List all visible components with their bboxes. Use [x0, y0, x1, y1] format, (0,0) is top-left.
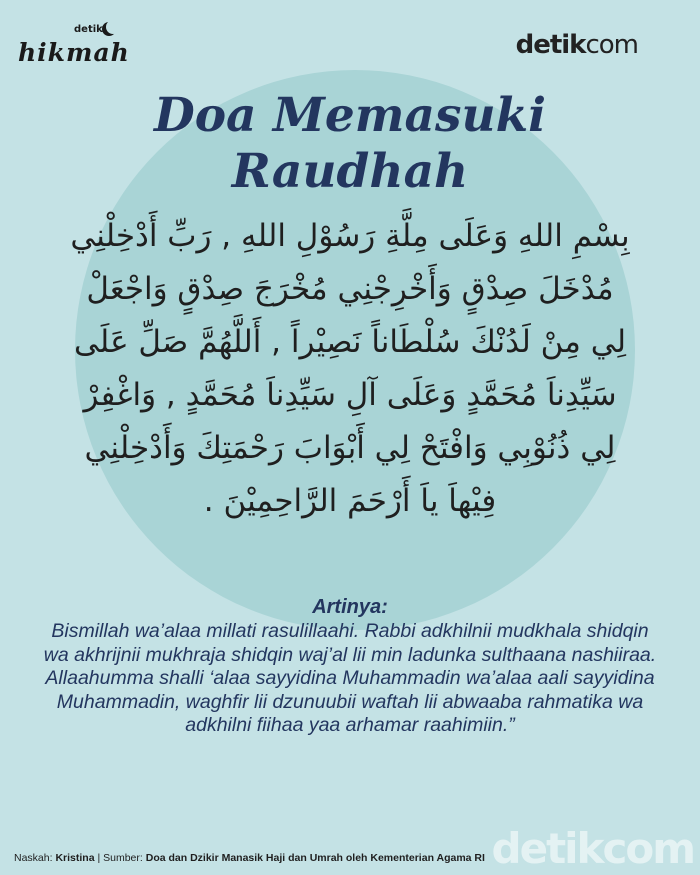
title-line-2: Raudhah	[231, 144, 469, 199]
arabic-prayer-text	[38, 210, 662, 528]
detikcom-logo-main: detik	[515, 30, 586, 60]
detikcom-logo[interactable]	[516, 30, 638, 60]
arabic-line: سَيِّدِناَ مُحَمَّدٍ وَعَلَى آلِ سَيِّدِناَ مُحَمَّدٍ , وَاغْفِرْ	[83, 377, 617, 413]
detikcom-logo-suffix: com	[585, 30, 638, 60]
logo-small-text: detik	[74, 24, 103, 35]
logo-hikmah-text: hikmah	[18, 38, 130, 67]
arabic-line: مُدْخَلَ صِدْقٍ وَأَخْرِجْنِي مُخْرَجَ صِدْقٍ وَاجْعَلْ	[86, 271, 614, 307]
arabic-line: بِسْمِ اللهِ وَعَلَى مِلَّةِ رَسُوْلِ اللهِ , رَبِّ أَدْخِلْنِي	[70, 218, 630, 254]
page-title	[0, 88, 700, 200]
sumber-label: Sumber:	[103, 852, 143, 864]
credits-footer	[14, 852, 485, 864]
detik-hikmah-logo[interactable]	[18, 20, 138, 72]
naskah-label: Naskah:	[14, 852, 53, 864]
translation-heading: Artinya:	[312, 596, 388, 618]
footer-separator: |	[97, 852, 101, 864]
arabic-line: لِي مِنْ لَدُنْكَ سُلْطَاناً نَصِيْراً , أَللَّهُمَّ صَلِّ عَلَى	[73, 324, 627, 360]
detikcom-watermark: detikcom	[491, 824, 694, 873]
arabic-line: فِيْهاَ ياَ أَرْحَمَ الرَّاحِمِيْنَ .	[203, 483, 497, 519]
crescent-moon-icon	[106, 20, 120, 34]
sumber-value: Doa dan Dzikir Manasik Haji dan Umrah oleh Kementerian Agama RI	[145, 852, 485, 864]
translation-text: Bismillah wa’alaa millati rasulillaahi. Rabbi adkhilnii mudkhala shidqin wa akhrijnii mukhraja shidqin waj’al lii min ladunka sulthaana nashiiraa. Allaahumma shalli ‘alaa sayyidina Muhammadin wa’alaa aali sayyidina Muhammadin, waghfir lii dzunuubii waftah lii abwaaba rahmatika wa adkhilni fiihaa yaa arhamar raahimiin.”	[43, 620, 657, 736]
arabic-line: لِي ذُنُوْبِي وَافْتَحْ لِي أَبْوَابَ رَحْمَتِكَ وَأَدْخِلْنِي	[84, 430, 616, 466]
naskah-value: Kristina	[55, 852, 95, 864]
title-line-1: Doa Memasuki	[153, 88, 547, 143]
